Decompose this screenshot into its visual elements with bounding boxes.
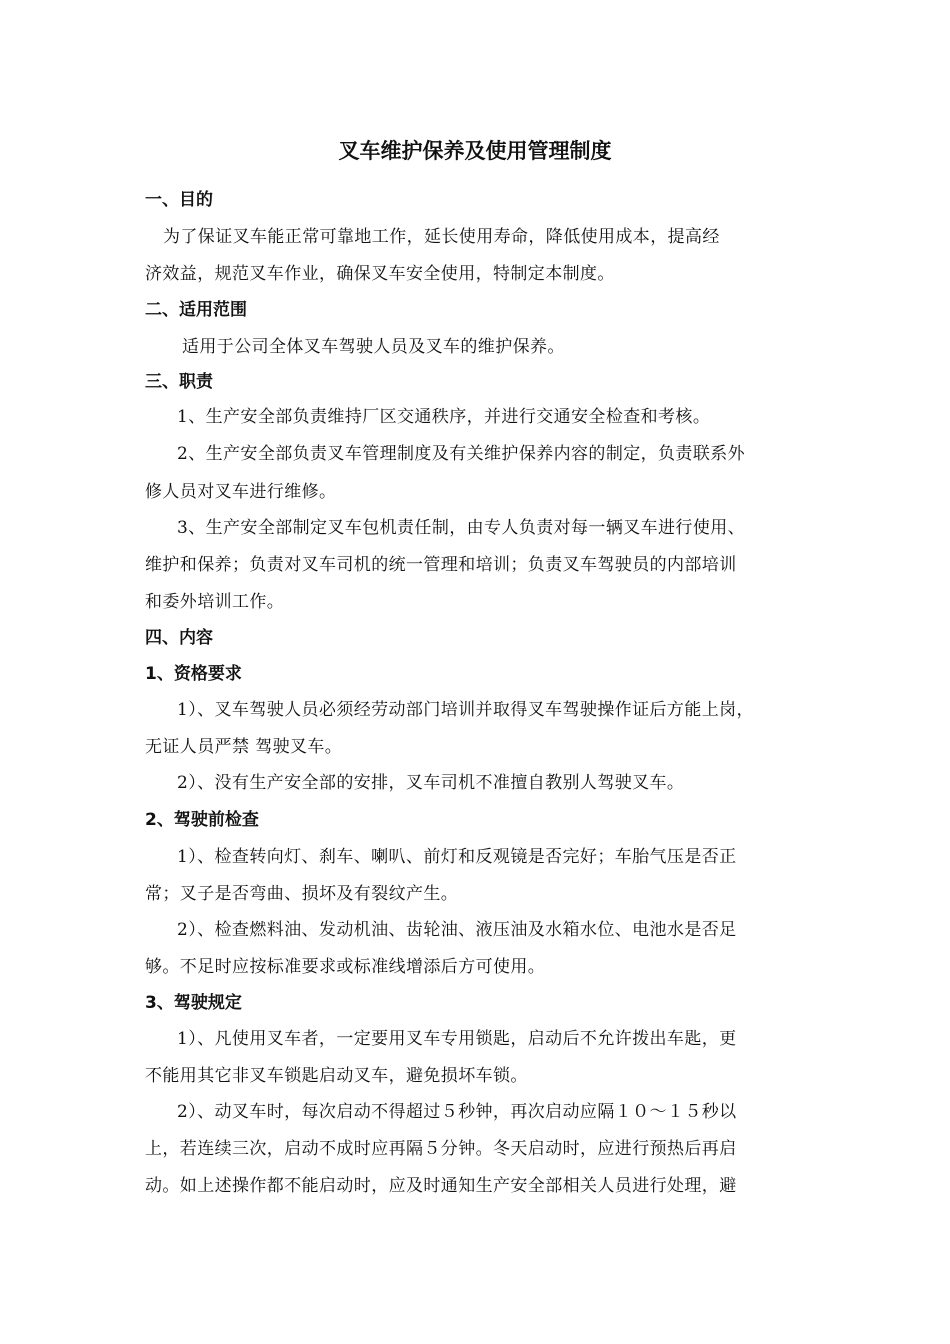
paragraph-line: 适用于公司全体叉车驾驶人员及叉车的维护保养。 <box>182 337 565 357</box>
section-heading-content: 四、内容 <box>145 628 213 648</box>
paragraph-line: 不能用其它非叉车锁匙启动叉车，避免损坏车锁。 <box>145 1066 528 1086</box>
subsection-heading-qualification: 1、资格要求 <box>145 664 242 684</box>
paragraph-line: 为了保证叉车能正常可靠地工作，延长使用寿命，降低使用成本，提高经 <box>163 227 720 247</box>
paragraph-line: 1）、检查转向灯、刹车、喇叭、前灯和反观镜是否完好；车胎气压是否正 <box>177 847 737 867</box>
paragraph-line: 3、生产安全部制定叉车包机责任制，由专人负责对每一辆叉车进行使用、 <box>177 518 746 538</box>
paragraph-line: 和委外培训工作。 <box>145 592 285 612</box>
document-title: 叉车维护保养及使用管理制度 <box>338 139 612 163</box>
paragraph-line: 2）、没有生产安全部的安排，叉车司机不准擅自教别人驾驶叉车。 <box>177 773 685 793</box>
paragraph-line: 修人员对叉车进行维修。 <box>145 482 337 502</box>
subsection-heading-rules: 3、驾驶规定 <box>145 993 242 1013</box>
paragraph-line: 上，若连续三次，启动不成时应再隔５分钟。冬天启动时，应进行预热后再启 <box>145 1139 737 1159</box>
paragraph-line: 2、生产安全部负责叉车管理制度及有关维护保养内容的制定，负责联系外 <box>177 444 746 464</box>
section-heading-purpose: 一、目的 <box>145 190 213 210</box>
paragraph-line: 1、生产安全部负责维持厂区交通秩序，并进行交通安全检查和考核。 <box>177 407 711 427</box>
section-heading-scope: 二、适用范围 <box>145 300 247 320</box>
paragraph-line: 2）、动叉车时，每次启动不得超过５秒钟，再次启动应隔１０～１５秒以 <box>177 1102 737 1122</box>
paragraph-line: 济效益，规范叉车作业，确保叉车安全使用，特制定本制度。 <box>145 264 615 284</box>
paragraph-line: 够。不足时应按标准要求或标准线增添后方可使用。 <box>145 957 546 977</box>
paragraph-line: 无证人员严禁 驾驶叉车。 <box>145 737 343 757</box>
section-heading-duties: 三、职责 <box>145 372 213 392</box>
subsection-heading-precheck: 2、驾驶前检查 <box>145 810 259 830</box>
paragraph-line: 1）、叉车驾驶人员必须经劳动部门培训并取得叉车驾驶操作证后方能上岗， <box>177 700 754 720</box>
paragraph-line: 常；叉子是否弯曲、损坏及有裂纹产生。 <box>145 884 459 904</box>
paragraph-line: 动。如上述操作都不能启动时，应及时通知生产安全部相关人员进行处理，避 <box>145 1176 737 1196</box>
paragraph-line: 1）、凡使用叉车者，一定要用叉车专用锁匙，启动后不允许拨出车匙，更 <box>177 1029 737 1049</box>
paragraph-line: 2）、检查燃料油、发动机油、齿轮油、液压油及水箱水位、电池水是否足 <box>177 920 737 940</box>
paragraph-line: 维护和保养；负责对叉车司机的统一管理和培训；负责叉车驾驶员的内部培训 <box>145 555 737 575</box>
